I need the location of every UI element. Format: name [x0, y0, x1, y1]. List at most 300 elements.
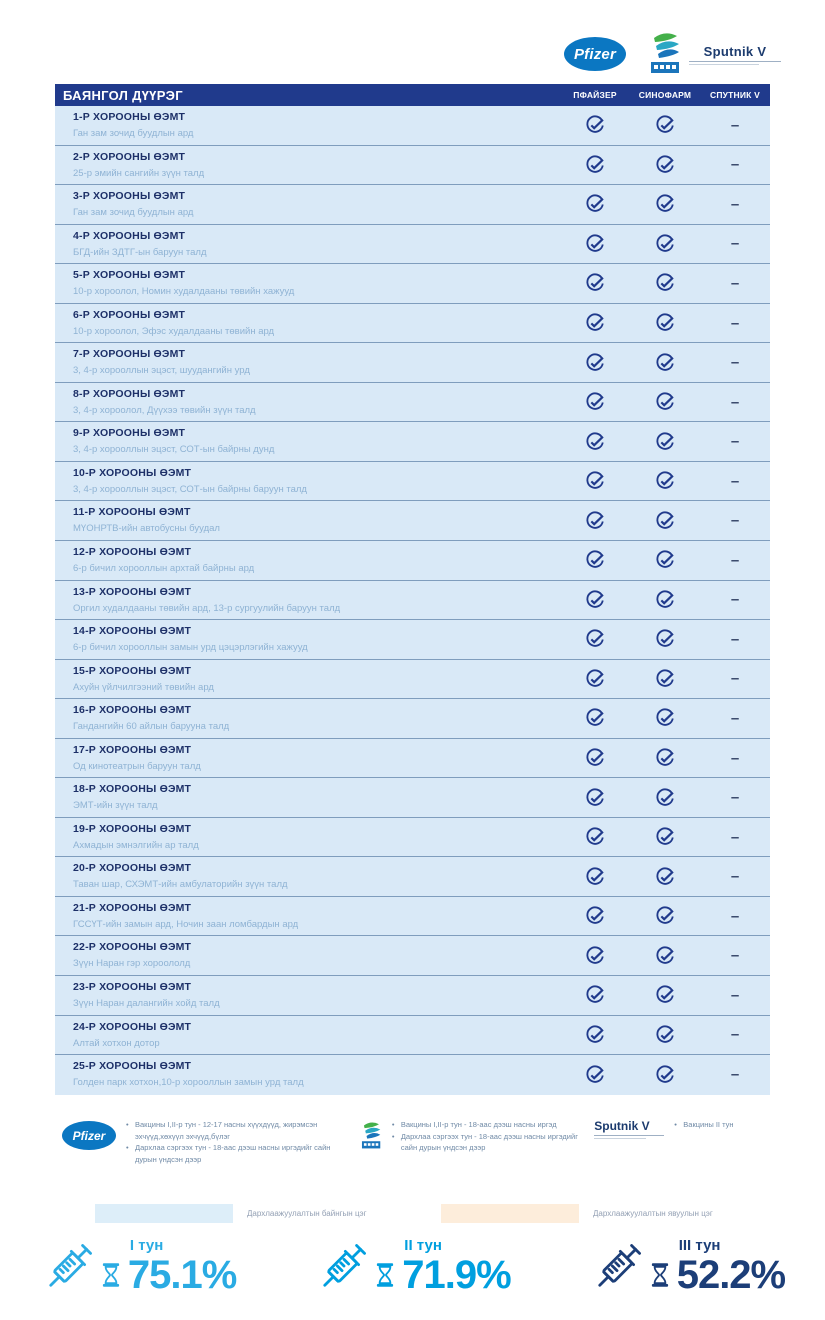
vaccine-cell: [700, 462, 770, 501]
vaccine-cell: [630, 778, 700, 817]
table-row: [55, 620, 770, 660]
district-title: БАЯНГОЛ ДҮҮРЭГ: [63, 87, 183, 103]
row-title: 20-Р ХОРООНЫ ӨЭМТ: [73, 862, 192, 875]
check-circle-icon: [655, 985, 675, 1005]
table-row: [55, 462, 770, 502]
vaccine-cell: [560, 699, 630, 738]
table-row: [55, 1055, 770, 1095]
row-text: [55, 106, 560, 145]
vaccine-cell: [630, 857, 700, 896]
check-circle-icon: [655, 353, 675, 373]
row-subtitle: Ахуйн үйлчилгээний төвийн ард: [73, 681, 214, 693]
check-circle-icon: [585, 155, 605, 175]
table-row: [55, 739, 770, 779]
no-vaccine-dash: –: [730, 789, 740, 807]
pfizer-logo-text: Pfizer: [573, 45, 617, 63]
vaccine-cell: [560, 264, 630, 303]
vaccine-cell: [560, 660, 630, 699]
vaccine-cell: [560, 383, 630, 422]
check-circle-icon: [655, 155, 675, 175]
vaccine-cell: [560, 343, 630, 382]
row-subtitle: 3, 4-р хорооллын эцэст, СОТ-ын байрны баруун талд: [73, 483, 307, 495]
sinopharm-logo-small: [360, 1117, 382, 1155]
vaccine-cell: [560, 541, 630, 580]
vaccine-cell: [560, 304, 630, 343]
row-text: [55, 818, 560, 857]
row-subtitle: 3, 4-р хороолол, Дүүхээ төвийн зүүн талд: [73, 404, 256, 416]
vaccine-cell: [700, 818, 770, 857]
no-vaccine-dash: –: [730, 749, 740, 767]
vaccine-cell: [560, 818, 630, 857]
no-vaccine-dash: –: [730, 986, 740, 1004]
no-vaccine-dash: –: [730, 907, 740, 925]
table-row: [55, 581, 770, 621]
check-circle-icon: [585, 906, 605, 926]
no-vaccine-dash: –: [730, 591, 740, 609]
table-row: [55, 225, 770, 265]
vaccine-cell: [560, 976, 630, 1015]
vaccine-cell: [560, 106, 630, 145]
row-title: 18-Р ХОРООНЫ ӨЭМТ: [73, 783, 192, 796]
check-circle-icon: [655, 867, 675, 887]
row-title: 21-Р ХОРООНЫ ӨЭМТ: [73, 901, 192, 914]
row-title: 14-Р ХОРООНЫ ӨЭМТ: [73, 625, 192, 638]
table-row: [55, 146, 770, 186]
row-text: [55, 778, 560, 817]
legend-swatch-orange: [441, 1204, 579, 1223]
row-subtitle: ГССҮТ-ийн замын ард, Ночин заан ломбардын ард: [73, 918, 299, 930]
vaccine-cell: [630, 739, 700, 778]
pfizer-logo-small: [62, 1121, 116, 1150]
table-row: [55, 264, 770, 304]
vaccine-cell: [630, 620, 700, 659]
check-circle-icon: [585, 432, 605, 452]
check-circle-icon: [585, 867, 605, 887]
no-vaccine-dash: –: [730, 433, 740, 451]
row-subtitle: Алтай хотхон дотор: [73, 1037, 160, 1049]
table-header: [55, 84, 770, 106]
column-header-pfizer: ПФАЙЗЕР: [573, 90, 617, 100]
vaccine-cell: [630, 304, 700, 343]
no-vaccine-dash: –: [730, 947, 740, 965]
vaccine-cell: [700, 146, 770, 185]
no-vaccine-dash: –: [730, 630, 740, 648]
table-row: [55, 185, 770, 225]
table-row: [55, 541, 770, 581]
vaccine-cell: [560, 501, 630, 540]
row-title: 12-Р ХОРООНЫ ӨЭМТ: [73, 546, 192, 559]
row-title: 7-Р ХОРООНЫ ӨЭМТ: [73, 348, 186, 361]
row-subtitle: ЭМТ-ийн зүүн талд: [73, 800, 158, 812]
table-row: [55, 857, 770, 897]
row-subtitle: Ган зам зочид буудлын ард: [73, 128, 194, 139]
sputnik-logo-small: [594, 1117, 664, 1139]
footnotes: [62, 1117, 774, 1166]
table-row: [55, 304, 770, 344]
vaccine-cell: [630, 106, 700, 145]
vaccine-cell: [630, 225, 700, 264]
vaccine-cell: [700, 501, 770, 540]
vaccine-cell: [700, 264, 770, 303]
check-circle-icon: [585, 708, 605, 728]
vaccine-cell: [560, 739, 630, 778]
table-row: [55, 343, 770, 383]
vaccine-cell: [560, 1016, 630, 1055]
row-title: 19-Р ХОРООНЫ ӨЭМТ: [73, 822, 192, 835]
vaccine-cell: [630, 1055, 700, 1095]
sputnik-logo-tagline: [594, 1135, 664, 1139]
table-row: [55, 976, 770, 1016]
table-row: [55, 699, 770, 739]
vaccine-cell: [700, 897, 770, 936]
table-row: [55, 897, 770, 937]
vaccine-cell: [630, 936, 700, 975]
row-text: [55, 541, 560, 580]
pfizer-logo-oval: [564, 37, 626, 71]
check-circle-icon: [655, 234, 675, 254]
row-subtitle: 10-р хороолол, Эфэс худалдааны төвийн ард: [73, 325, 275, 337]
row-title: 22-Р ХОРООНЫ ӨЭМТ: [73, 941, 192, 954]
vaccine-cell: [560, 422, 630, 461]
stat-label: I тун: [129, 1237, 164, 1254]
check-circle-icon: [585, 1025, 605, 1045]
no-vaccine-dash: –: [730, 512, 740, 530]
row-text: [55, 422, 560, 461]
vaccine-cell: [560, 185, 630, 224]
row-title: 17-Р ХОРООНЫ ӨЭМТ: [73, 743, 192, 756]
check-circle-icon: [585, 827, 605, 847]
sputnik-logo-text: Sputnik V: [594, 1119, 650, 1133]
row-text: [55, 383, 560, 422]
stat-value: 52.2%: [676, 1253, 786, 1297]
check-circle-icon: [655, 432, 675, 452]
check-circle-icon: [585, 115, 605, 135]
row-subtitle: 6-р бичил хорооллын замын урд цэцэрлэгийн хажууд: [73, 642, 308, 654]
sinopharm-logo-icon: [648, 30, 682, 78]
check-circle-icon: [655, 946, 675, 966]
row-subtitle: Од кинотеатрын баруун талд: [73, 760, 201, 772]
row-text: [55, 146, 560, 185]
no-vaccine-dash: –: [730, 314, 740, 332]
vaccine-cell: [560, 897, 630, 936]
check-circle-icon: [585, 353, 605, 373]
no-vaccine-dash: –: [730, 195, 740, 213]
vaccine-cell: [700, 225, 770, 264]
row-subtitle: Голден парк хотхон,10-р хорооллын замын урд талд: [73, 1077, 304, 1089]
check-circle-icon: [585, 946, 605, 966]
check-circle-icon: [585, 788, 605, 808]
vaccine-cell: [630, 501, 700, 540]
row-title: 15-Р ХОРООНЫ ӨЭМТ: [73, 664, 192, 677]
footnote-pfizer: [62, 1117, 332, 1166]
syringe-icon: [589, 1236, 649, 1296]
check-circle-icon: [655, 471, 675, 491]
table-rows: [55, 106, 770, 1095]
vaccine-cell: [700, 304, 770, 343]
check-circle-icon: [655, 629, 675, 649]
row-title: 9-Р ХОРООНЫ ӨЭМТ: [73, 427, 186, 440]
check-circle-icon: [655, 115, 675, 135]
row-text: [55, 501, 560, 540]
vaccine-cell: [560, 462, 630, 501]
row-text: [55, 1055, 560, 1095]
vaccine-cell: [700, 1016, 770, 1055]
footnote-pfizer-list: [126, 1117, 332, 1166]
table-row: [55, 778, 770, 818]
row-text: [55, 699, 560, 738]
footnote-sinopharm-list: [392, 1117, 584, 1154]
check-circle-icon: [655, 194, 675, 214]
legend-label: Дархлаажуулалтын байнгын цэг: [247, 1209, 367, 1218]
row-subtitle: 3, 4-р хорооллын эцэст, шуудангийн урд: [73, 365, 250, 377]
sputnik-logo: [700, 44, 770, 65]
check-circle-icon: [655, 827, 675, 847]
vaccine-cell: [700, 936, 770, 975]
row-text: [55, 343, 560, 382]
row-subtitle: Гандангийн 60 айлын барууна талд: [73, 721, 230, 733]
vaccine-cell: [630, 976, 700, 1015]
no-vaccine-dash: –: [730, 116, 740, 134]
vaccine-cell: [700, 976, 770, 1015]
vaccine-cell: [630, 146, 700, 185]
row-subtitle: Ган зам зочид буудлын ард: [73, 207, 194, 219]
row-subtitle: Зүүн Наран далангийн хойд талд: [73, 998, 220, 1010]
row-title: 1-Р ХОРООНЫ ӨЭМТ: [73, 111, 186, 123]
stat-value: 75.1%: [127, 1253, 237, 1297]
table-row: [55, 383, 770, 423]
vaccine-cell: [630, 264, 700, 303]
row-text: [55, 462, 560, 501]
hourglass-icon: [376, 1262, 394, 1288]
vaccine-cell: [630, 541, 700, 580]
vaccine-logos-row: [55, 28, 770, 80]
vaccine-cell: [700, 660, 770, 699]
check-circle-icon: [585, 748, 605, 768]
pfizer-logo-text: Pfizer: [72, 1128, 106, 1143]
check-circle-icon: [655, 511, 675, 531]
check-circle-icon: [655, 1065, 675, 1085]
no-vaccine-dash: –: [730, 1066, 740, 1084]
row-text: [55, 264, 560, 303]
footnote-item: • Дархлаа сэргээх тун - 18-аас дээш насны иргэдийг сайн дурын үндсэн дээр: [392, 1131, 584, 1154]
vaccine-cell: [700, 857, 770, 896]
row-title: 8-Р ХОРООНЫ ӨЭМТ: [73, 387, 186, 400]
vaccine-cell: [560, 581, 630, 620]
vaccine-cell: [630, 422, 700, 461]
row-subtitle: Ахмадын эмнэлгийн ар талд: [73, 839, 199, 851]
check-circle-icon: [585, 313, 605, 333]
vaccine-cell: [700, 620, 770, 659]
row-text: [55, 1016, 560, 1055]
check-circle-icon: [585, 550, 605, 570]
vaccine-cell: [700, 1055, 770, 1095]
check-circle-icon: [655, 273, 675, 293]
stat-dose-3: [589, 1236, 785, 1296]
check-circle-icon: [585, 590, 605, 610]
vaccine-cell: [630, 185, 700, 224]
vaccine-cell: [700, 699, 770, 738]
row-text: [55, 304, 560, 343]
check-circle-icon: [655, 550, 675, 570]
legend-permanent-point: [95, 1204, 367, 1223]
column-header-sputnik: СПУТНИК V: [710, 90, 760, 100]
row-text: [55, 976, 560, 1015]
row-subtitle: 3, 4-р хорооллын эцэст, СОТ-ын байрны дунд: [73, 444, 275, 456]
row-subtitle: 25-р эмийн сангийн зүүн талд: [73, 167, 205, 179]
vaccine-cell: [560, 1055, 630, 1095]
check-circle-icon: [585, 392, 605, 412]
vaccine-cell: [700, 185, 770, 224]
row-text: [55, 936, 560, 975]
no-vaccine-dash: –: [730, 156, 740, 174]
hourglass-icon: [651, 1262, 669, 1288]
no-vaccine-dash: –: [730, 274, 740, 292]
check-circle-icon: [655, 590, 675, 610]
row-title: 25-Р ХОРООНЫ ӨЭМТ: [73, 1060, 192, 1073]
vaccine-cell: [630, 699, 700, 738]
table-row: [55, 106, 770, 146]
sinopharm-logo: [630, 30, 700, 78]
footnote-item: • Дархлаа сэргээх тун - 18-аас дээш насны иргэдийг сайн дурын үндсэн дээр: [126, 1142, 332, 1165]
check-circle-icon: [585, 1065, 605, 1085]
row-text: [55, 660, 560, 699]
sputnik-logo-tagline: [689, 61, 781, 65]
stat-label: III тун: [678, 1237, 721, 1254]
footnote-item: • Вакцины I,II-р тун - 12-17 насны хүүхдүүд, жирэмсэн эхчүүд,хөхүүл эхчүүд,бүлэг: [126, 1119, 332, 1142]
check-circle-icon: [585, 234, 605, 254]
sputnik-logo-text: Sputnik V: [703, 43, 767, 59]
no-vaccine-dash: –: [730, 1026, 740, 1044]
stat-label: II тун: [404, 1237, 442, 1254]
row-text: [55, 620, 560, 659]
stat-value: 71.9%: [402, 1253, 511, 1297]
no-vaccine-dash: –: [730, 828, 740, 846]
footnote-sinopharm: [360, 1117, 585, 1166]
footnote-sputnik: [594, 1117, 774, 1166]
row-subtitle: Таван шар, СХЭМТ-ийн амбулаторийн зүүн талд: [73, 879, 288, 891]
syringe-icon: [314, 1236, 374, 1296]
pfizer-logo: [560, 37, 630, 71]
row-title: 5-Р ХОРООНЫ ӨЭМТ: [73, 269, 186, 282]
vaccine-cell: [630, 462, 700, 501]
vaccine-cell: [560, 146, 630, 185]
no-vaccine-dash: –: [730, 235, 740, 253]
vaccine-cell: [560, 857, 630, 896]
row-text: [55, 185, 560, 224]
check-circle-icon: [585, 629, 605, 649]
footnote-item: • Вакцины II тун: [674, 1119, 733, 1131]
row-title: 3-Р ХОРООНЫ ӨЭМТ: [73, 190, 186, 203]
dose-stats: [0, 1236, 825, 1296]
footnote-sputnik-list: [674, 1117, 733, 1131]
row-text: [55, 897, 560, 936]
vaccine-cell: [700, 541, 770, 580]
row-title: 6-Р ХОРООНЫ ӨЭМТ: [73, 308, 186, 321]
table-row: [55, 660, 770, 700]
table-row: [55, 936, 770, 976]
vaccine-cell: [560, 225, 630, 264]
check-circle-icon: [655, 392, 675, 412]
table-row: [55, 1016, 770, 1056]
check-circle-icon: [585, 511, 605, 531]
check-circle-icon: [655, 313, 675, 333]
check-circle-icon: [585, 985, 605, 1005]
vaccine-cell: [700, 383, 770, 422]
row-text: [55, 225, 560, 264]
check-circle-icon: [655, 788, 675, 808]
legend-label: Дархлаажуулалтын явуулын цэг: [593, 1209, 713, 1218]
table-row: [55, 422, 770, 462]
vaccine-cell: [700, 581, 770, 620]
row-subtitle: Зүүн Наран гэр хороололд: [73, 958, 191, 970]
no-vaccine-dash: –: [730, 472, 740, 490]
vaccine-cell: [560, 620, 630, 659]
row-text: [55, 581, 560, 620]
row-subtitle: 6-р бичил хорооллын архтай байрны ард: [73, 563, 255, 575]
row-title: 23-Р ХОРООНЫ ӨЭМТ: [73, 981, 192, 994]
vaccine-cell: [630, 818, 700, 857]
check-circle-icon: [655, 748, 675, 768]
no-vaccine-dash: –: [730, 670, 740, 688]
hourglass-icon: [102, 1262, 120, 1288]
vaccine-cell: [630, 343, 700, 382]
vaccine-cell: [700, 106, 770, 145]
no-vaccine-dash: –: [730, 551, 740, 569]
vaccine-cell: [560, 936, 630, 975]
vaccine-cell: [630, 1016, 700, 1055]
vaccine-cell: [630, 383, 700, 422]
no-vaccine-dash: –: [730, 868, 740, 886]
row-subtitle: БГД-ийн ЗДТГ-ын баруун талд: [73, 246, 207, 258]
row-title: 11-Р ХОРООНЫ ӨЭМТ: [73, 506, 191, 519]
vaccine-cell: [630, 897, 700, 936]
row-title: 16-Р ХОРООНЫ ӨЭМТ: [73, 704, 192, 717]
check-circle-icon: [585, 669, 605, 689]
check-circle-icon: [655, 708, 675, 728]
row-subtitle: 10-р хороолол, Номин худалдааны төвийн хажууд: [73, 286, 295, 298]
legend-mobile-point: [441, 1204, 713, 1223]
vaccine-cell: [560, 778, 630, 817]
stat-dose-2: [314, 1236, 510, 1296]
no-vaccine-dash: –: [730, 354, 740, 372]
row-text: [55, 857, 560, 896]
check-circle-icon: [655, 1025, 675, 1045]
syringe-icon: [40, 1236, 100, 1296]
no-vaccine-dash: –: [730, 393, 740, 411]
footnote-item: • Вакцины I,II-р тун - 18-аас дээш насны иргэд: [392, 1119, 584, 1131]
stat-dose-1: [40, 1236, 236, 1296]
check-circle-icon: [655, 906, 675, 926]
check-circle-icon: [585, 273, 605, 293]
row-title: 4-Р ХОРООНЫ ӨЭМТ: [73, 229, 186, 242]
legend-swatch-blue: [95, 1204, 233, 1223]
vaccine-cell: [700, 778, 770, 817]
row-subtitle: Оргил худалдааны төвийн ард, 13-р сургуулийн баруун талд: [73, 602, 341, 614]
vaccine-cell: [700, 422, 770, 461]
row-title: 24-Р ХОРООНЫ ӨЭМТ: [73, 1020, 192, 1033]
column-header-sinopharm: СИНОФАРМ: [638, 90, 692, 100]
vaccine-cell: [630, 581, 700, 620]
no-vaccine-dash: –: [730, 709, 740, 727]
check-circle-icon: [585, 471, 605, 491]
row-text: [55, 739, 560, 778]
vaccine-cell: [630, 660, 700, 699]
check-circle-icon: [585, 194, 605, 214]
row-title: 10-Р ХОРООНЫ ӨЭМТ: [73, 466, 192, 479]
check-circle-icon: [655, 669, 675, 689]
row-title: 13-Р ХОРООНЫ ӨЭМТ: [73, 585, 192, 598]
table-row: [55, 818, 770, 858]
